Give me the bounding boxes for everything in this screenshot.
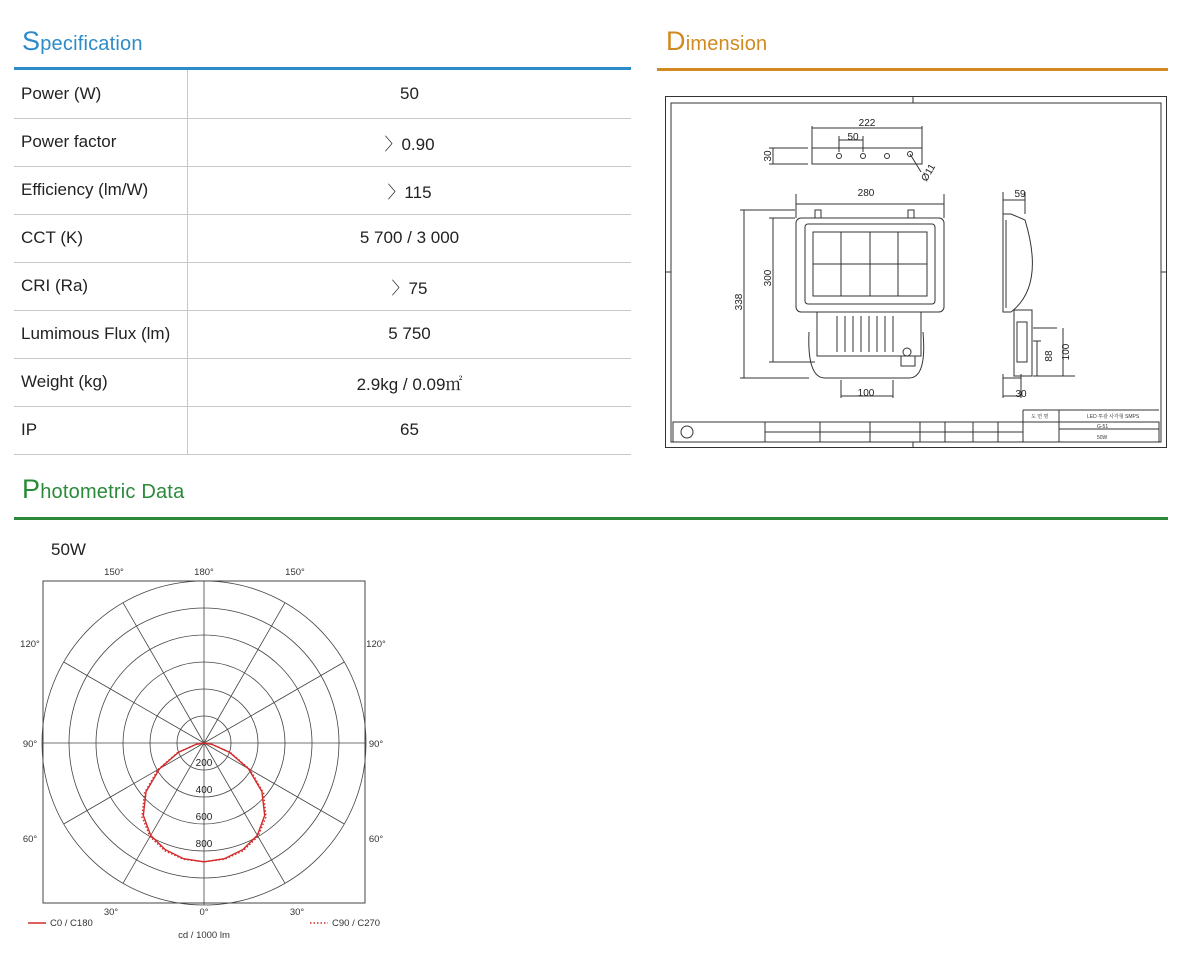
dim-side-100: 100 xyxy=(1061,343,1072,361)
dim-bracket-width: 222 xyxy=(858,118,876,129)
dim-hole-spacing: 50 xyxy=(847,132,859,143)
spec-row xyxy=(14,118,631,166)
dimension-title: Dimension xyxy=(666,26,768,56)
spec-label: Power (W) xyxy=(14,70,188,118)
bracket-top-view xyxy=(769,126,922,172)
angle-tick-label: 30° xyxy=(289,907,305,918)
spec-value: 5 750 xyxy=(188,310,632,358)
spec-row xyxy=(14,358,631,406)
polar-chart-title: 50W xyxy=(51,540,86,559)
angle-tick-label: 180° xyxy=(194,567,214,578)
dim-bottom-width: 100 xyxy=(857,388,875,399)
polar-spoke xyxy=(204,743,344,824)
spec-row xyxy=(14,262,631,310)
polar-spoke xyxy=(204,603,285,743)
radial-tick-label: 200 xyxy=(195,758,213,769)
polar-spoke xyxy=(204,662,344,743)
angle-tick-label: 150° xyxy=(104,567,124,578)
dim-bracket-height: 30 xyxy=(763,150,774,162)
spec-label: Power factor xyxy=(14,118,188,166)
dimension-rule xyxy=(657,68,1168,71)
spec-value: 2.9kg / 0.09㎡ xyxy=(188,358,632,406)
legend-label-c90: C90 / C270 xyxy=(332,918,381,929)
spec-label: CRI (Ra) xyxy=(14,262,188,310)
dim-side-88: 88 xyxy=(1044,350,1055,362)
angle-tick-label: 60° xyxy=(22,834,38,845)
spec-row xyxy=(14,406,631,454)
angle-tick-label: 150° xyxy=(285,567,305,578)
polar-spoke xyxy=(123,603,204,743)
angle-tick-label: 90° xyxy=(22,739,38,750)
spec-value: 〉0.90 xyxy=(188,118,632,166)
dim-total-height: 338 xyxy=(734,293,745,311)
radial-tick-label: 600 xyxy=(195,812,213,823)
specification-table xyxy=(14,70,631,455)
spec-row xyxy=(14,70,631,118)
angle-tick-label: 60° xyxy=(368,834,384,845)
spec-value: 50 xyxy=(188,70,632,118)
spec-row xyxy=(14,166,631,214)
dim-hole-diameter: Ø11 xyxy=(919,162,939,184)
dim-side-bottom: 30 xyxy=(1015,389,1027,400)
angle-tick-label: 30° xyxy=(103,907,119,918)
spec-value: 〉115 xyxy=(188,166,632,214)
dimension-drawing xyxy=(665,96,1167,448)
spec-label: Weight (kg) xyxy=(14,358,188,406)
specification-title: Specification xyxy=(22,26,143,56)
angle-tick-label: 0° xyxy=(199,907,209,918)
spec-label: CCT (K) xyxy=(14,214,188,262)
photometric-title: Photometric Data xyxy=(22,474,185,504)
photometric-rule xyxy=(14,517,1168,520)
front-view xyxy=(740,194,944,398)
legend-label-c0: C0 / C180 xyxy=(50,918,93,929)
spec-row xyxy=(14,310,631,358)
radial-tick-label: 400 xyxy=(195,785,213,796)
polar-spoke xyxy=(64,743,204,824)
dim-body-height: 300 xyxy=(763,269,774,287)
drawing-outer-frame xyxy=(666,97,1167,448)
spec-value: 5 700 / 3 000 xyxy=(188,214,632,262)
side-view xyxy=(1003,192,1075,398)
dim-side-depth: 59 xyxy=(1014,189,1026,200)
polar-chart xyxy=(14,560,404,955)
angle-tick-label: 120° xyxy=(20,639,40,650)
angle-tick-label: 120° xyxy=(366,639,386,650)
spec-row xyxy=(14,214,631,262)
polar-spoke xyxy=(64,662,204,743)
title-block-product: LED 투광 사각형 SMPS xyxy=(1087,414,1140,420)
angle-tick-label: 90° xyxy=(368,739,384,750)
title-block-doc-label: 도 면 명 xyxy=(1031,414,1049,420)
dim-body-width: 280 xyxy=(857,188,875,199)
radial-unit-label: cd / 1000 lm xyxy=(178,930,230,941)
radial-tick-label: 800 xyxy=(195,839,213,850)
title-block-model: G-51 xyxy=(1097,424,1109,430)
spec-label: Lumimous Flux (lm) xyxy=(14,310,188,358)
title-block-power: 50W xyxy=(1097,435,1108,441)
spec-label: Efficiency (lm/W) xyxy=(14,166,188,214)
spec-value: 〉75 xyxy=(188,262,632,310)
spec-label: IP xyxy=(14,406,188,454)
spec-value: 65 xyxy=(188,406,632,454)
